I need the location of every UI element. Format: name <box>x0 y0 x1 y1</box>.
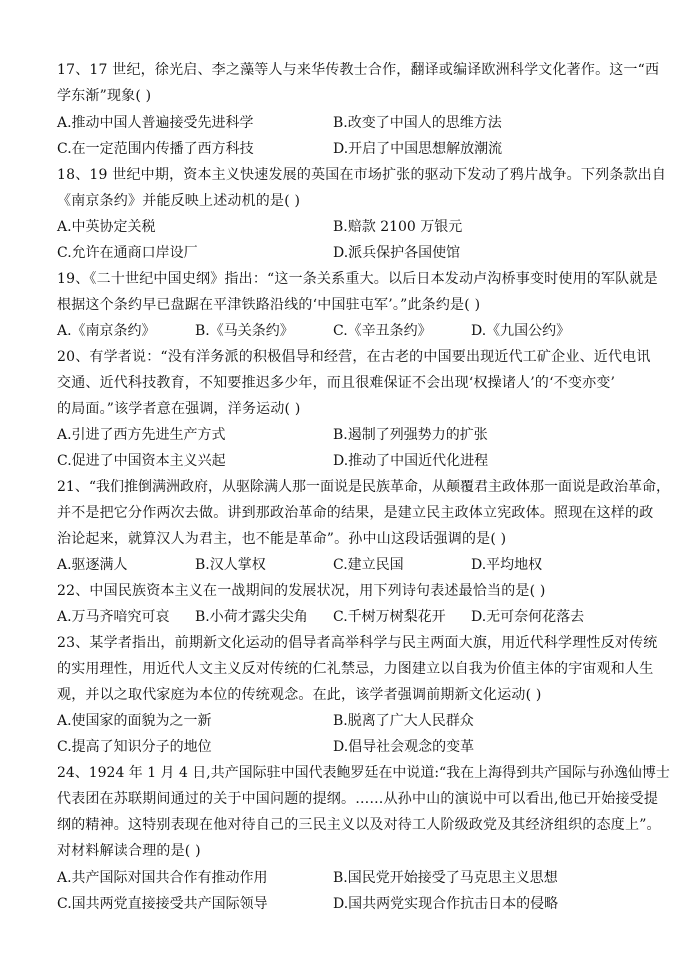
question-23-line-3: 观，并以之取代家庭为本位的传统观念。在此，该学者强调前期新文化运动( ) <box>57 687 542 703</box>
question-21-option-b: B.汉人掌权 <box>195 557 266 573</box>
question-19-option-d: D.《九国公约》 <box>471 323 571 339</box>
question-24-option-c: C.国共两党直接接受共产国际领导 <box>57 896 268 912</box>
question-21-line-1: 21、“我们推倒满洲政府，从驱除满人那一面说是民族革命，从颠覆君主政体那一面说是政治革命， <box>57 479 670 495</box>
question-20-line-1: 20、有学者说：“没有洋务派的积极倡导和经营，在古老的中国要出现近代工矿企业、近代电讯 <box>57 349 651 365</box>
question-24-line-1: 24、1924 年 1 月 4 日,共产国际驻中国代表鲍罗廷在中说道:“我在上海得到共产国际与孙逸仙博士 <box>57 765 670 781</box>
question-18-option-c: C.允许在通商口岸设厂 <box>57 245 198 261</box>
question-24-line-4: 对材料解读合理的是( ) <box>57 843 201 859</box>
question-24-option-d: D.国共两党实现合作抗击日本的侵略 <box>333 896 559 912</box>
question-18-line-2: 《南京条约》并能反映上述动机的是( ) <box>57 193 301 209</box>
question-22-option-c: C.千树万树梨花开 <box>333 609 446 625</box>
question-24-option-a: A.共产国际对国共合作有推动作用 <box>57 870 268 886</box>
question-17-option-d: D.开启了中国思想解放潮流 <box>333 141 503 157</box>
question-22-line-1: 22、中国民族资本主义在一战期间的发展状况，用下列诗句表述最恰当的是( ) <box>57 583 546 599</box>
question-22-option-d: D.无可奈何花落去 <box>471 609 585 625</box>
question-21-option-c: C.建立民国 <box>333 557 404 573</box>
question-17-option-c: C.在一定范围内传播了西方科技 <box>57 141 254 157</box>
question-20-line-3: 的局面。”该学者意在强调，洋务运动( ) <box>57 401 301 417</box>
question-18-option-a: A.中英协定关税 <box>57 219 156 235</box>
question-21-option-a: A.驱逐满人 <box>57 557 128 573</box>
question-20-option-c: C.促进了中国资本主义兴起 <box>57 453 226 469</box>
question-24-line-2: 代表团在苏联期间通过的关于中国问题的提纲。……从孙中山的演说中可以看出,他已开始接受提 <box>57 791 659 807</box>
question-20-option-b: B.遏制了列强势力的扩张 <box>333 427 488 443</box>
question-17-option-b: B.改变了中国人的思维方法 <box>333 115 502 131</box>
question-18-line-1: 18、19 世纪中期，资本主义快速发展的英国在市场扩张的驱动下发动了鸦片战争。下列条款出自 <box>57 167 667 183</box>
question-19-line-2: 根据这个条约早已盘踞在平津铁路沿线的‘中国驻屯军’。”此条约是( ) <box>57 297 481 313</box>
question-20-option-d: D.推动了中国近代化进程 <box>333 453 489 469</box>
question-23-line-2: 的实用理性，用近代人文主义反对传统的仁礼禁忌，力图建立以自我为价值主体的宇宙观和人生 <box>57 661 654 677</box>
question-17-option-a: A.推动中国人普遍接受先进科学 <box>57 115 254 131</box>
question-23-line-1: 23、某学者指出，前期新文化运动的倡导者高举科学与民主两面大旗，用近代科学理性反对传统 <box>57 635 658 651</box>
question-20-line-2: 交通、近代科技教育，不知要推迟多少年，而且很难保证不会出现‘权操诸人’的‘不变亦变’ <box>57 375 616 391</box>
question-19-option-c: C.《辛丑条约》 <box>333 323 432 339</box>
question-21-option-d: D.平均地权 <box>471 557 543 573</box>
question-24-line-3: 纲的精神。这特别表现在他对待自己的三民主义以及对待工人阶级政党及其经济组织的态度上”。 <box>57 817 661 833</box>
question-22-option-b: B.小荷才露尖尖角 <box>195 609 308 625</box>
question-17-line-2: 学东渐”现象( ) <box>57 88 152 104</box>
question-18-option-d: D.派兵保护各国使馆 <box>333 245 461 261</box>
question-19-option-a: A.《南京条约》 <box>57 323 156 339</box>
question-18-option-b: B.赔款 2100 万银元 <box>333 219 463 235</box>
question-23-option-a: A.使国家的面貌为之一新 <box>57 713 212 729</box>
question-20-option-a: A.引进了西方先进生产方式 <box>57 427 226 443</box>
question-22-option-a: A.万马齐喑究可哀 <box>57 609 170 625</box>
question-23-option-b: B.脱离了广大人民群众 <box>333 713 474 729</box>
question-19-option-b: B.《马关条约》 <box>195 323 294 339</box>
question-21-line-2: 并不是把它分作两次去做。讲到那政治革命的结果，是建立民主政体立宪政体。照现在这样的政 <box>57 505 654 521</box>
question-24-option-b: B.国民党开始接受了马克思主义思想 <box>333 870 558 886</box>
question-19-line-1: 19、《二十世纪中国史纲》指出：“这一条关系重大。以后日本发动卢沟桥事变时使用的军队就是 <box>57 271 658 287</box>
question-21-line-3: 治论起来，就算汉人为君主，也不能是革命”。孙中山这段话强调的是( ) <box>57 531 507 547</box>
question-23-option-c: C.提高了知识分子的地位 <box>57 739 212 755</box>
question-17-line-1: 17、17 世纪，徐光启、李之藻等人与来华传教士合作，翻译或编译欧洲科学文化著作。这一“西 <box>57 62 660 78</box>
question-23-option-d: D.倡导社会观念的变革 <box>333 739 475 755</box>
